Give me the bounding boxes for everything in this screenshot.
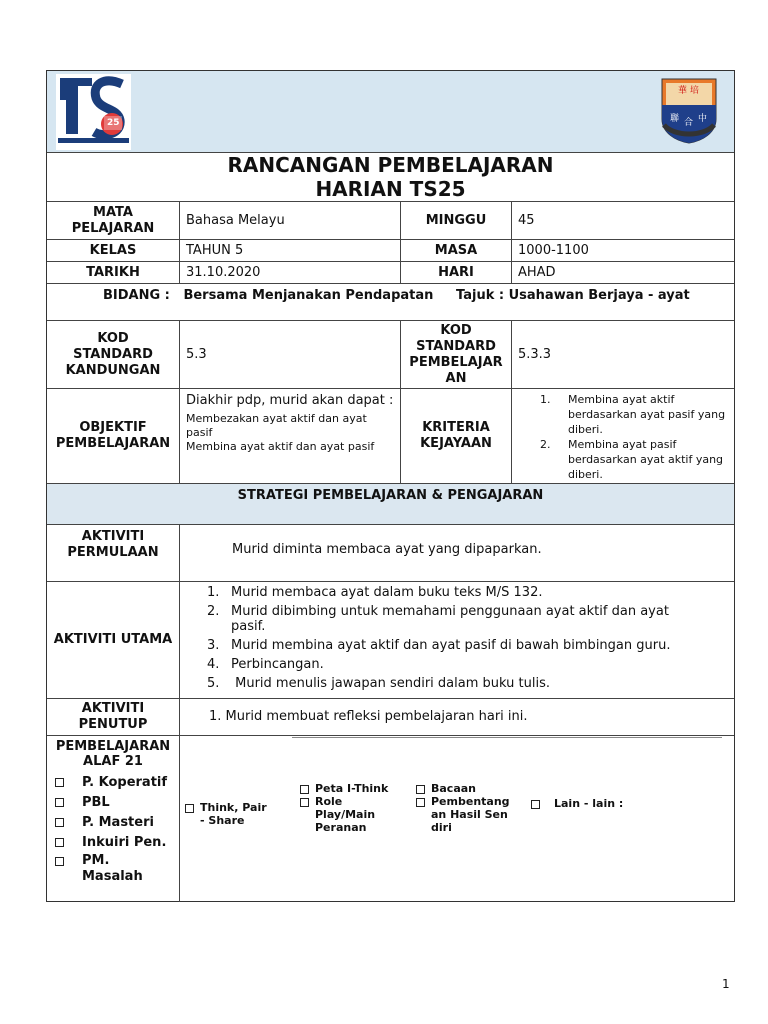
kod-sk-label: KOD STANDARD KANDUNGAN [65, 330, 161, 378]
title-line-2: HARIAN TS25 [315, 177, 466, 201]
checkbox-icon[interactable] [416, 785, 425, 794]
checkbox-icon[interactable] [185, 804, 194, 813]
masa-label: MASA [434, 242, 478, 258]
kriteria-item-2: 2. Membina ayat pasif berdasarkan ayat aktif yang diberi. [540, 438, 724, 481]
kelas-label: KELAS [89, 242, 137, 258]
ts25-logo [56, 74, 131, 150]
ts25-logo-number: 25 [107, 118, 120, 128]
checkbox-icon[interactable] [300, 785, 309, 794]
utama-item-5: 5. Murid menulis jawapan sendiri dalam buku tulis. [207, 676, 550, 691]
alaf-col-2: Peta I-Think Role Play/Main Peranan [300, 782, 410, 834]
utama-item-3: 3. Murid membina ayat aktif dan ayat pasif di bawah bimbingan guru. [207, 638, 671, 653]
alaf-col-4: Lain - lain : [531, 797, 641, 810]
minggu-label: MINGGU [425, 212, 487, 228]
crest-char-2: 培 [690, 86, 700, 96]
objektif-intro: Diakhir pdp, murid akan dapat : [186, 393, 394, 408]
hari-value: AHAD [518, 265, 556, 280]
penutup-label: AKTIVITI PENUTUP [78, 701, 148, 732]
page-title [47, 153, 734, 201]
page-number: 1 [722, 977, 730, 991]
alaf-label-block [47, 737, 179, 901]
masa-value: 1000-1100 [518, 243, 589, 258]
alaf-col-1: Think, Pair - Share [185, 801, 285, 827]
penutup-text: 1. Murid membuat refleksi pembelajaran hari ini. [209, 709, 528, 724]
alaf-option-3: P. Masteri [55, 813, 179, 833]
tarikh-label: TARIKH [86, 264, 140, 280]
checkbox-icon[interactable] [55, 838, 64, 847]
utama-item-1: 1. Murid membaca ayat dalam buku teks M/S 132. [207, 585, 543, 600]
title-line-1: RANCANGAN PEMBELAJARAN [227, 153, 554, 177]
checkbox-icon[interactable] [55, 857, 64, 866]
permulaan-text: Murid diminta membaca ayat yang dipaparkan. [232, 542, 542, 557]
kriteria-label: KRITERIA KEJAYAAN [420, 420, 492, 451]
objektif-content [180, 389, 400, 483]
objektif-label: OBJEKTIF PEMBELAJARAN [55, 420, 171, 451]
alaf-col-3: Bacaan Pembentangan Hasil Sendiri [416, 782, 536, 834]
utama-item-2: 2. Murid dibimbing untuk memahami penggunaan ayat aktif dan ayat pasif. [207, 604, 669, 634]
kelas-value: TAHUN 5 [186, 243, 244, 258]
checkbox-icon[interactable] [416, 798, 425, 807]
hari-label: HARI [438, 264, 474, 280]
school-crest-logo [656, 75, 722, 145]
utama-item-4: 4. Perbincangan. [207, 657, 324, 672]
kod-sk-value: 5.3 [186, 347, 207, 362]
permulaan-label: AKTIVITI PERMULAAN [67, 529, 159, 560]
checkbox-icon[interactable] [55, 818, 64, 827]
crest-char-1: 華 [678, 86, 688, 96]
alaf-option-2: PBL [55, 793, 179, 813]
utama-label: AKTIVITI UTAMA [53, 632, 173, 647]
kod-sp-label: KOD STANDARD PEMBELAJAR AN [409, 322, 503, 386]
logo-band [47, 71, 734, 153]
checkbox-icon[interactable] [531, 800, 540, 809]
alaf-option-1: P. Koperatif [55, 773, 179, 793]
school-crest-icon [656, 75, 722, 145]
alaf-label: PEMBELAJARAN ALAF 21 [55, 739, 171, 769]
checkbox-icon[interactable] [55, 798, 64, 807]
utama-list [207, 585, 677, 691]
kod-sp-value: 5.3.3 [518, 347, 552, 362]
ts25-logo-icon [56, 74, 131, 150]
crest-char-3: 聯 [670, 114, 680, 124]
checkbox-icon[interactable] [55, 778, 64, 787]
bidang-tajuk: BIDANG : Bersama Menjanakan Pendapatan Tajuk : Usahawan Berjaya - ayat [103, 287, 690, 303]
minggu-value: 45 [518, 213, 535, 228]
objektif-line-2: Membina ayat aktif dan ayat pasif [186, 440, 375, 453]
ts25-logo-caption: Penggerak Perkasakan Bersama [58, 143, 115, 147]
crest-char-4: 合 [684, 118, 694, 128]
kriteria-item-1: 1. Membina ayat aktif berdasarkan ayat pasif yang diberi. [540, 393, 726, 436]
objektif-line-1: Membezakan ayat aktif dan ayat pasif [186, 412, 367, 439]
mata-value: Bahasa Melayu [186, 213, 285, 228]
tarikh-value: 31.10.2020 [186, 265, 261, 280]
alaf-option-4: Inkuiri Pen. [55, 833, 179, 853]
kriteria-list [512, 389, 732, 483]
lesson-plan-table [46, 70, 735, 902]
alaf-option-5: PM. Masalah [55, 853, 179, 885]
checkbox-icon[interactable] [300, 798, 309, 807]
mata-label: MATA PELAJARAN [71, 204, 155, 236]
crest-char-5: 中 [698, 114, 708, 124]
strategi-heading: STRATEGI PEMBELAJARAN & PENGAJARAN [47, 484, 734, 524]
